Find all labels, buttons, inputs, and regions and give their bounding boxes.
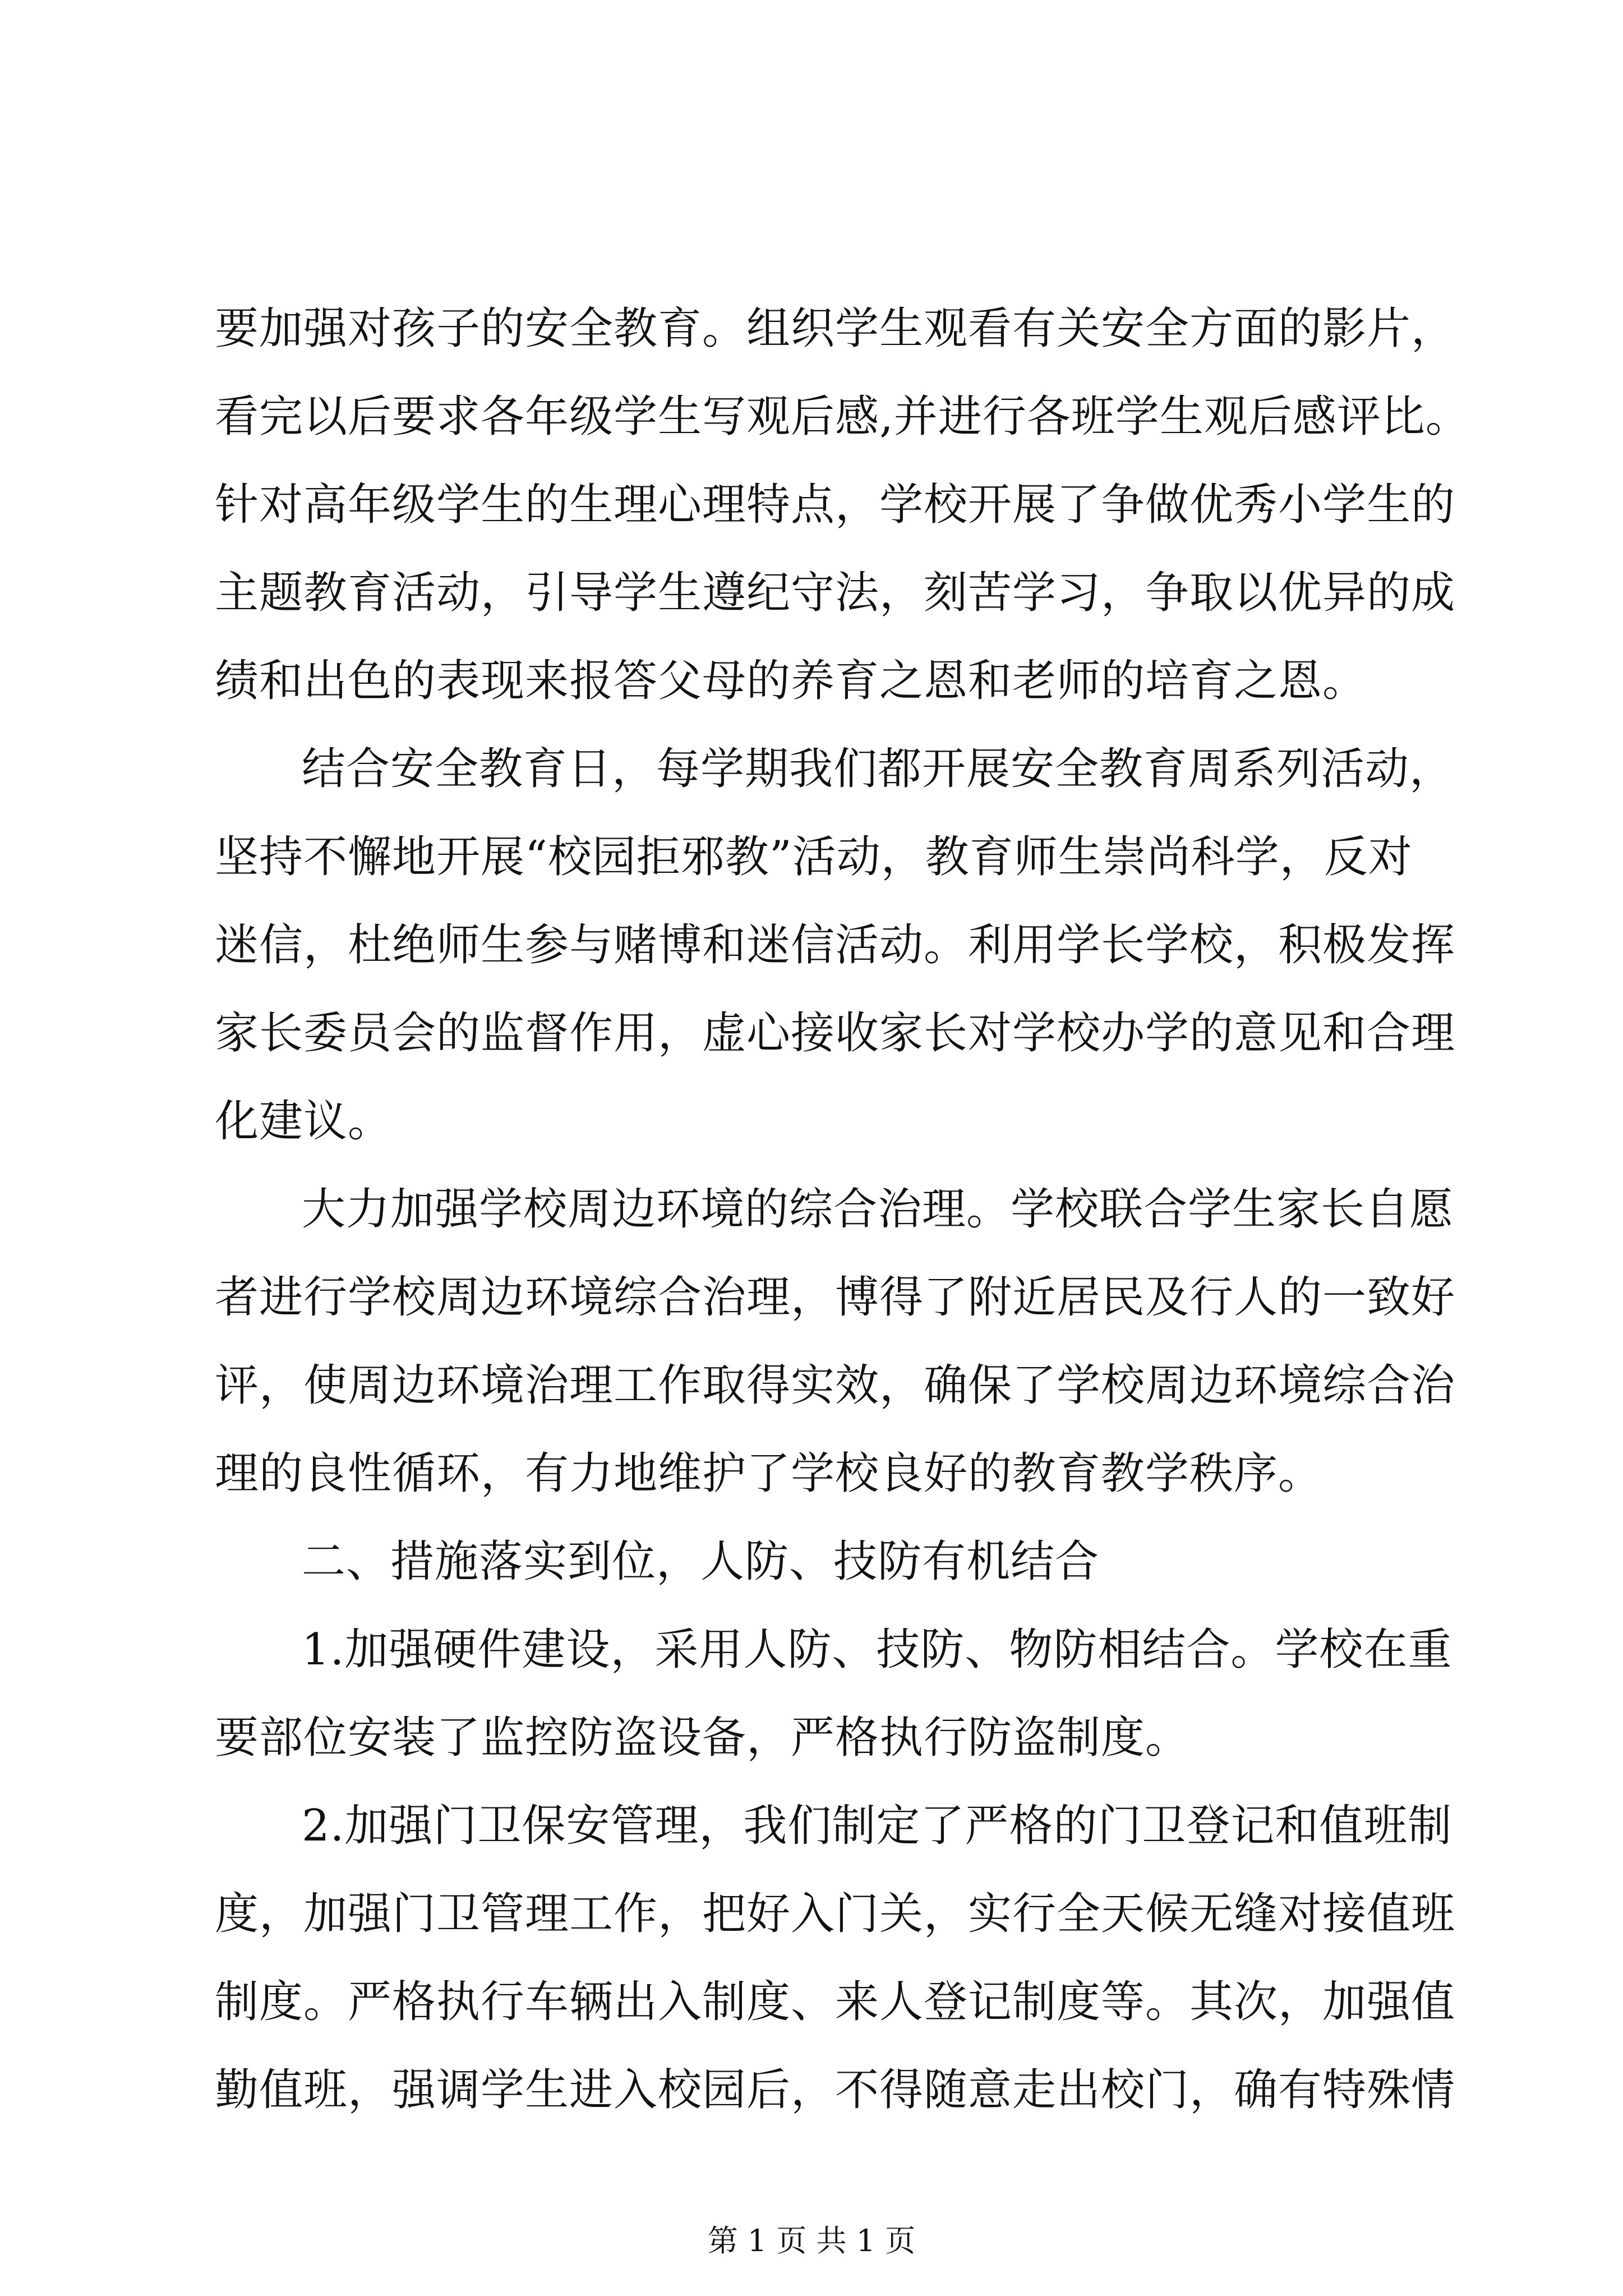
- text-line: 要加强对孩子的安全教育。组织学生观看有关安全方面的影片，: [215, 303, 1456, 354]
- text-line: 针对高年级学生的生理心理特点，学校开展了争做优秀小学生的: [215, 480, 1456, 530]
- text-line: 度，加强门卫管理工作，把好入门关，实行全天候无缝对接值班: [215, 1889, 1456, 1939]
- text-line: 理的良性循环，有力地维护了学校良好的教育教学秩序。: [215, 1448, 1323, 1499]
- paragraph-first-line: 大力加强学校周边环境的综合治理。学校联合学生家长自愿: [302, 1184, 1454, 1235]
- text-line: 主题教育活动，引导学生遵纪守法，刻苦学习，争取以优异的成: [215, 568, 1456, 618]
- text-line: 迷信，杜绝师生参与赌博和迷信活动。利用学长学校，积极发挥: [215, 920, 1456, 970]
- text-line: 化建议。: [215, 1096, 393, 1147]
- section-heading: 二、措施落实到位，人防、技防有机结合: [302, 1536, 1100, 1587]
- text-line: 看完以后要求各年级学生写观后感,并进行各班学生观后感评比。: [215, 392, 1470, 442]
- text-line: 者进行学校周边环境综合治理，博得了附近居民及行人的一致好: [215, 1272, 1456, 1323]
- text-line: 制度。严格执行车辆出入制度、来人登记制度等。其次，加强值: [215, 1977, 1456, 2027]
- paragraph-first-line: 2.加强门卫保安管理，我们制定了严格的门卫登记和值班制: [302, 1801, 1453, 1851]
- text-line: 坚持不懈地开展“校园拒邪教”活动，教育师生崇尚科学，反对: [215, 832, 1413, 882]
- paragraph-first-line: 1.加强硬件建设，采用人防、技防、物防相结合。学校在重: [302, 1625, 1453, 1675]
- paragraph-first-line: 结合安全教育日，每学期我们都开展安全教育周系列活动，: [302, 744, 1454, 794]
- text-line: 评，使周边环境治理工作取得实效，确保了学校周边环境综合治: [215, 1360, 1456, 1411]
- text-line: 要部位安装了监控防盗设备，严格执行防盗制度。: [215, 1713, 1190, 1763]
- text-line: 绩和出色的表现来报答父母的养育之恩和老师的培育之恩。: [215, 656, 1367, 706]
- text-line: 家长委员会的监督作用，虚心接收家长对学校办学的意见和合理: [215, 1008, 1456, 1059]
- page-number-footer: 第 1 页 共 1 页: [707, 2223, 916, 2258]
- text-line: 勤值班，强调学生进入校园后，不得随意走出校门，确有特殊情: [215, 2065, 1456, 2115]
